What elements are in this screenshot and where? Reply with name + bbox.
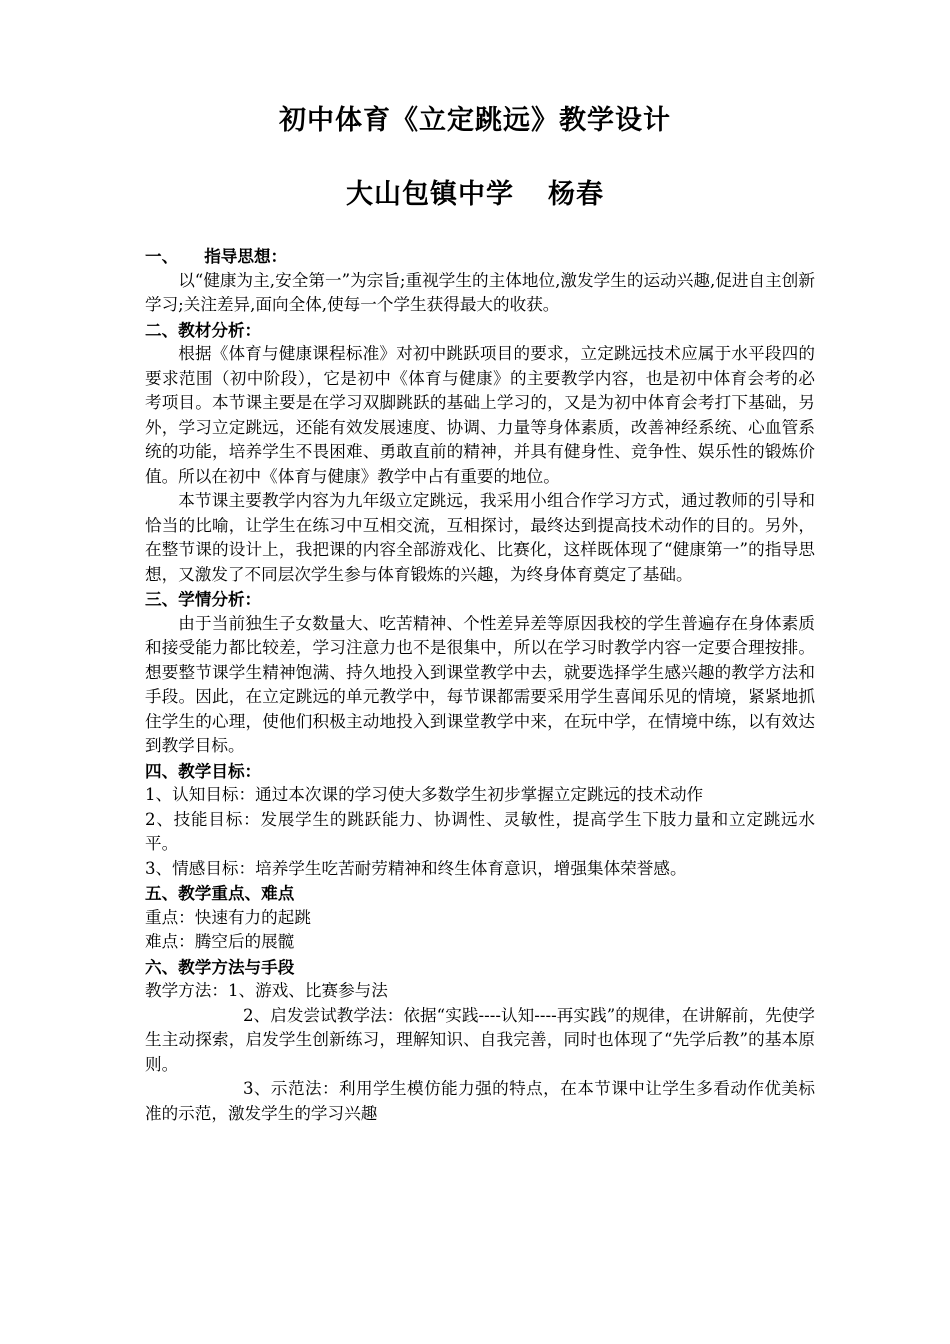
section-heading-5: 五、教学重点、难点 <box>145 883 295 903</box>
paragraph: 以“健康为主,安全第一”为宗旨;重视学生的主体地位,激发学生的运动兴趣,促进自主创新学习;关注差异,面向全体,使每一个学生获得最大的收获。 <box>145 270 815 314</box>
goal-item: 1、认知目标：通过本次课的学习使大多数学生初步掌握立定跳远的技术动作 <box>145 785 704 804</box>
author-line <box>0 172 950 211</box>
method-item: 3、示范法：利用学生模仿能力强的特点，在本节课中让学生多看动作优美标准的示范，激发学生的学习兴趣 <box>145 1079 815 1123</box>
method-item: 教学方法：1、游戏、比赛参与法 <box>145 981 388 1000</box>
document-body <box>145 244 815 1126</box>
section-number: 一、 <box>145 246 179 266</box>
section-heading-4: 四、教学目标： <box>145 760 262 781</box>
goal-item: 3、情感目标：培养学生吃苦耐劳精神和终生体育意识，增强集体荣誉感。 <box>145 858 687 878</box>
section-heading-text: 指导思想： <box>204 246 288 266</box>
key-point: 重点：快速有力的起跳 <box>145 907 311 927</box>
paragraph: 由于当前独生子女数量大、吃苦精神、个性差异差等原因我校的学生普遍存在身体素质和接受能力都比较差，学习注意力也不是很集中，所以在学习时教学内容一定要合理按排。想要整节课学生精神饱满、持久地投入到课堂教学中去，就要选择学生感兴趣的教学方法和手段。因此，在立定跳远的单元教学中，每节课都需要采用学生喜闻乐见的情境，紧紧地抓住学生的心理，使他们积极主动地投入到课堂教学中来，在玩中学，在情境中练，以有效达到教学目标。 <box>145 613 815 755</box>
paragraph: 本节课主要教学内容为九年级立定跳远，我采用小组合作学习方式，通过教师的引导和恰当的比喻，让学生在练习中互相交流，互相探讨，最终达到提高技术动作的目的。另外，在整节课的设计上，我把课的内容全部游戏化、比赛化，这样既体现了“健康第一”的指导思想，又激发了不同层次学生参与体育锻炼的兴趣，为终身体育奠定了基础。 <box>145 491 815 584</box>
section-heading-6: 六、教学方法与手段 <box>145 956 295 977</box>
author-name: 杨春 <box>548 179 604 210</box>
section-heading-2: 二、教材分析： <box>145 319 262 340</box>
document-title: 初中体育《立定跳远》教学设计 <box>279 105 671 136</box>
difficult-point: 难点：腾空后的展髋 <box>145 932 295 951</box>
goal-item: 2、技能目标：发展学生的跳跃能力、协调性、灵敏性，提高学生下肢力量和立定跳远水平。 <box>145 809 815 853</box>
method-item: 2、启发尝试教学法：依据“实践----认知----再实践”的规律，在讲解前，先使学生主动探索，启发学生创新练习，理解知识、自我完善，同时也体现了“先学后教”的基本原则。 <box>145 1005 815 1074</box>
section-heading-3: 三、学情分析： <box>145 589 262 609</box>
section-heading-1 <box>145 244 815 269</box>
author-school: 大山包镇中学 <box>346 179 514 210</box>
paragraph: 根据《体育与健康课程标准》对初中跳跃项目的要求，立定跳远技术应属于水平段四的要求范围（初中阶段），它是初中《体育与健康》的主要教学内容，也是初中体育会考的必考项目。本节课主要是在学习双脚跳跃的基础上学习的，又是为初中体育会考打下基础，另外，学习立定跳远，还能有效发展速度、协调、力量等身体素质，改善神经系统、心血管系统的功能，培养学生不畏困难、勇敢直前的精神，并具有健身性、竞争性、娱乐性的锻炼价值。所以在初中《体育与健康》教学中占有重要的地位。 <box>145 344 815 486</box>
